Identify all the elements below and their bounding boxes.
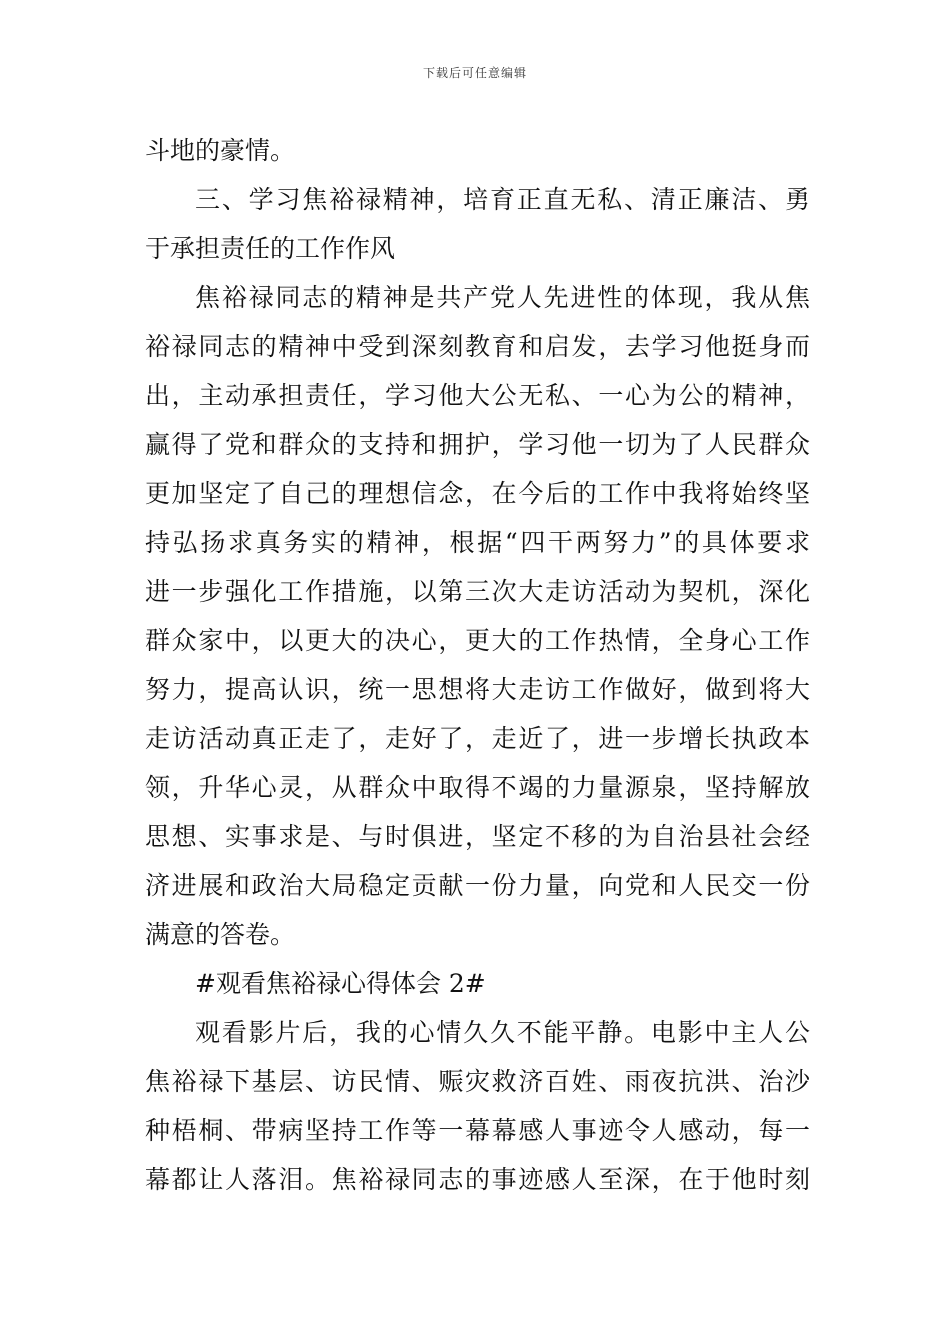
- header-note: 下载后可任意编辑: [422, 66, 527, 80]
- text-line: 幕都让人落泪。焦裕禄同志的事迹感人至深，在于他时刻: [145, 1165, 810, 1194]
- text-line: 走访活动真正走了，走好了，走近了，进一步增长执政本: [145, 724, 810, 753]
- text-line: 济进展和政治大局稳定贡献一份力量，向党和人民交一份: [145, 871, 810, 900]
- text-line: 领，升华心灵，从群众中取得不竭的力量源泉，坚持解放: [145, 773, 810, 802]
- text-line: 裕禄同志的精神中受到深刻教育和启发，去学习他挺身而: [145, 332, 810, 361]
- text-line: 思想、实事求是、与时俱进，坚定不移的为自治县社会经: [145, 822, 810, 851]
- text-line: 更加坚定了自己的理想信念，在今后的工作中我将始终坚: [145, 479, 810, 508]
- text-line: 斗地的豪情。: [145, 136, 296, 165]
- subtitle-line: #观看焦裕禄心得体会 2#: [195, 969, 486, 998]
- section-heading-line: 三、学习焦裕禄精神，培育正直无私、清正廉洁、勇: [195, 185, 810, 214]
- text-line: 赢得了党和群众的支持和拥护，学习他一切为了人民群众: [145, 430, 810, 459]
- text-line: 满意的答卷。: [145, 920, 296, 949]
- document-body: [145, 126, 810, 1204]
- text-line: 进一步强化工作措施，以第三次大走访活动为契机，深化: [145, 577, 810, 606]
- text-line: 努力，提高认识，统一思想将大走访工作做好，做到将大: [145, 675, 810, 704]
- text-line: 群众家中，以更大的决心，更大的工作热情，全身心工作: [145, 626, 810, 655]
- text-line: 持弘扬求真务实的精神，根据“四干两努力”的具体要求: [145, 528, 810, 557]
- text-line: 种梧桐、带病坚持工作等一幕幕感人事迹令人感动，每一: [145, 1116, 810, 1145]
- text-line: 焦裕禄同志的精神是共产党人先进性的体现，我从焦: [195, 283, 810, 312]
- text-line: 出，主动承担责任，学习他大公无私、一心为公的精神，: [145, 381, 810, 410]
- text-line: 焦裕禄下基层、访民情、赈灾救济百姓、雨夜抗洪、治沙: [145, 1067, 810, 1096]
- section-heading-line: 于承担责任的工作作风: [145, 234, 396, 263]
- text-line: 观看影片后，我的心情久久不能平静。电影中主人公: [195, 1018, 810, 1047]
